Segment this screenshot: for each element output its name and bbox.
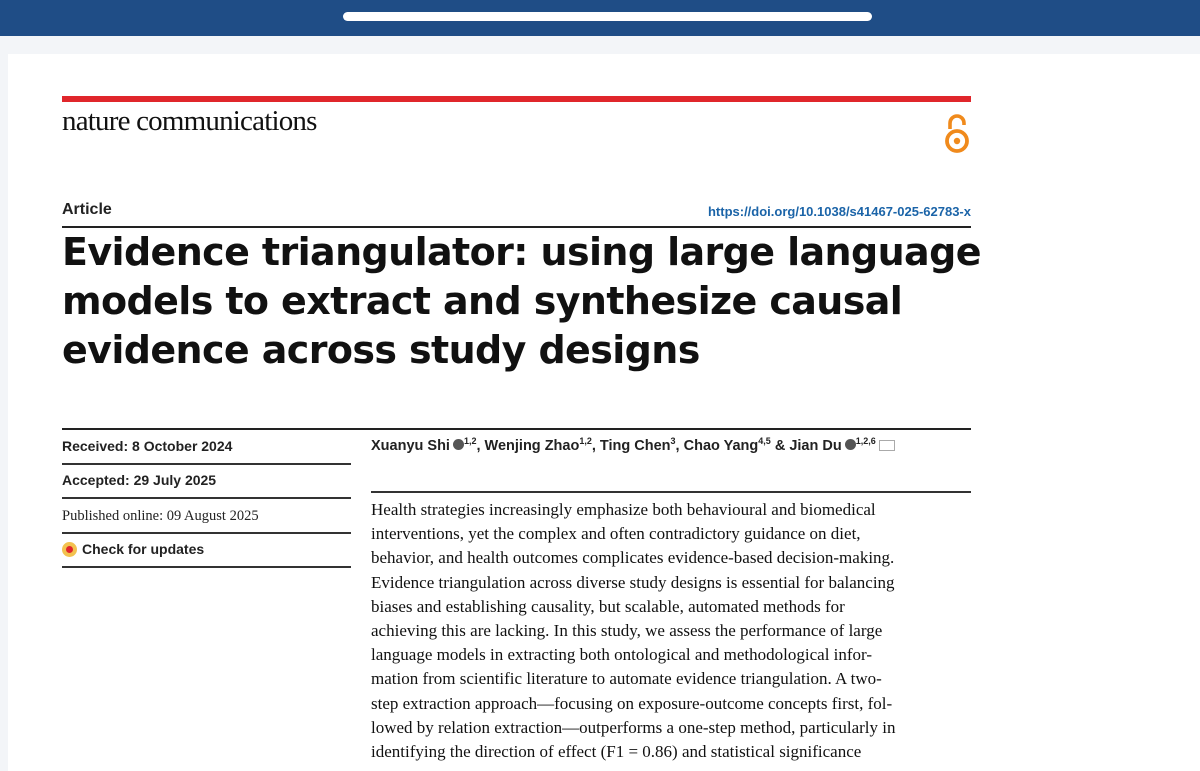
check-updates-label: Check for updates xyxy=(82,541,205,557)
abstract-line: interventions, yet the complex and often contradictory guidance on diet, xyxy=(371,524,861,544)
author-affiliation: 3 xyxy=(670,436,676,446)
meta-divider xyxy=(62,463,351,465)
meta-divider xyxy=(62,532,351,534)
doi-link[interactable]: https://doi.org/10.1038/s41467-025-62783-x xyxy=(707,204,971,219)
author-name[interactable]: Xuanyu Shi xyxy=(371,437,450,454)
author-name[interactable]: Ting Chen xyxy=(599,437,671,454)
abstract-line: mation from scientific literature to automate evidence triangulation. A two- xyxy=(371,669,882,689)
author-name[interactable]: Jian Du xyxy=(789,437,842,454)
author-affiliation: 1,2,6 xyxy=(855,436,876,446)
meta-divider xyxy=(62,566,351,568)
author-affiliation: 4,5 xyxy=(758,436,771,446)
article-title xyxy=(62,228,982,375)
abstract-line: language models in extracting both ontological and methodological infor- xyxy=(371,645,873,665)
check-updates-icon xyxy=(62,542,77,557)
check-updates-button[interactable] xyxy=(62,541,204,557)
abstract-line: Evidence triangulation across diverse study designs is essential for balancing xyxy=(371,572,895,592)
title-line: Evidence triangulator: using large language xyxy=(62,230,981,274)
author-affiliation: 1,2 xyxy=(579,436,592,446)
author-separator: & xyxy=(770,437,790,454)
author-name[interactable]: Wenjing Zhao xyxy=(484,437,580,454)
abstract-line: biases and establishing causality, but scalable, automated methods for xyxy=(371,596,845,616)
abstract-rule xyxy=(371,491,971,493)
accepted-date: Accepted: 29 July 2025 xyxy=(62,472,217,488)
author-separator: , xyxy=(476,437,485,454)
journal-name: nature communications xyxy=(62,105,317,137)
received-date: Received: 8 October 2024 xyxy=(62,438,233,454)
mail-icon[interactable] xyxy=(879,440,895,451)
orcid-icon[interactable] xyxy=(845,439,856,450)
top-bar xyxy=(0,0,1200,36)
published-date: Published online: 09 August 2025 xyxy=(62,508,259,524)
author-separator: , xyxy=(591,437,600,454)
abstract-line: lowed by relation extraction—outperforms a one-step method, particularly in xyxy=(371,717,896,737)
author-affiliation: 1,2 xyxy=(463,436,477,446)
title-line: evidence across study designs xyxy=(62,328,700,372)
abstract-line: behavior, and health outcomes complicates evidence-based decision-making. xyxy=(371,548,895,568)
open-access-icon xyxy=(942,112,972,154)
title-line: models to extract and synthesize causal xyxy=(62,279,903,323)
abstract-line: achieving this are lacking. In this study, we assess the performance of large xyxy=(371,621,883,641)
article-type: Article xyxy=(62,201,112,218)
author-list xyxy=(371,436,895,454)
abstract xyxy=(371,498,976,764)
abstract-line: Health strategies increasingly emphasize both behavioural and biomedical xyxy=(371,500,876,519)
journal-red-rule xyxy=(62,96,971,102)
author-separator: , xyxy=(675,437,684,454)
abstract-line: step extraction approach—focusing on exposure-outcome concepts first, fol- xyxy=(371,693,893,713)
meta-rule xyxy=(62,428,971,430)
url-pill[interactable] xyxy=(343,12,872,21)
orcid-icon[interactable] xyxy=(453,439,464,450)
meta-divider xyxy=(62,497,351,499)
abstract-line: identifying the direction of effect (F1 = 0.86) and statistical significance xyxy=(371,742,862,762)
author-name[interactable]: Chao Yang xyxy=(683,437,759,454)
